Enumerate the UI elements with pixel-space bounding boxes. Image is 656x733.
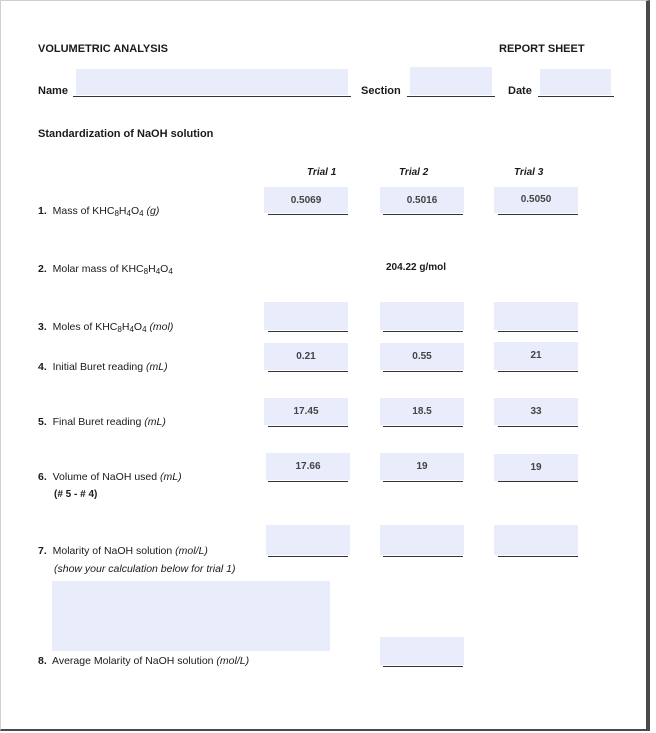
underline <box>268 214 348 215</box>
row-7-note: (show your calculation below for trial 1) <box>54 563 236 575</box>
r1-trial1-value: 0.5069 <box>290 195 322 206</box>
underline <box>498 371 578 372</box>
row-4-label: 4. Initial Buret reading (mL) <box>38 361 168 373</box>
name-underline <box>73 96 351 97</box>
underline <box>268 481 348 482</box>
row-1-label: 1. Mass of $KHC_8H_4O_4$ (g) <box>38 205 160 218</box>
r5-trial1-value: 17.45 <box>293 406 319 417</box>
r7-trial2-input[interactable] <box>380 525 464 555</box>
row-2-label: 2. Molar mass of $KHC_8H_4O_4$ <box>38 263 173 276</box>
report-sheet-label: REPORT SHEET <box>499 43 585 55</box>
r6-trial2-value: 19 <box>416 461 428 472</box>
row-3-label: 3. Moles of $KHC_8H_4O_4$ (mol) <box>38 321 174 334</box>
row-7-label: 7. Molarity of NaOH solution (mol/L) <box>38 545 208 557</box>
calculation-textarea[interactable] <box>52 581 330 651</box>
row-5-label: 5. Final Buret reading (mL) <box>38 416 166 428</box>
r7-trial3-input[interactable] <box>494 525 578 555</box>
r1-trial3-value: 0.5050 <box>520 194 552 205</box>
average-molarity-input[interactable] <box>380 637 464 665</box>
underline <box>383 481 463 482</box>
r1-trial2-value: 0.5016 <box>406 195 438 206</box>
r5-trial2-value: 18.5 <box>412 406 432 417</box>
r6-trial1-value: 17.66 <box>295 461 321 472</box>
molar-mass-value: 204.22 g/mol <box>385 262 447 273</box>
r6-trial3-value: 19 <box>530 462 542 473</box>
underline <box>268 371 348 372</box>
r5-trial3-value: 33 <box>530 406 542 417</box>
trial-2-header: Trial 2 <box>399 167 429 178</box>
row-8-label: 8. Average Molarity of NaOH solution (mol/L) <box>38 655 250 667</box>
trial-3-header: Trial 3 <box>514 167 544 178</box>
underline <box>498 426 578 427</box>
section-input[interactable] <box>410 67 492 95</box>
underline <box>498 556 578 557</box>
row-6-label: 6. Volume of NaOH used (mL) <box>38 471 182 483</box>
row-6-note: (# 5 - # 4) <box>54 489 98 500</box>
underline <box>383 426 463 427</box>
underline <box>498 214 578 215</box>
name-input[interactable] <box>76 69 348 95</box>
r3-trial3-input[interactable] <box>494 302 578 330</box>
section-label: Section <box>361 85 401 97</box>
underline <box>383 331 463 332</box>
underline <box>383 556 463 557</box>
underline <box>383 214 463 215</box>
trial-1-header: Trial 1 <box>307 167 337 178</box>
r3-trial1-input[interactable] <box>264 302 348 330</box>
name-label: Name <box>38 85 68 97</box>
underline <box>383 666 463 667</box>
underline <box>268 426 348 427</box>
r4-trial3-value: 21 <box>530 350 542 361</box>
underline <box>268 331 348 332</box>
r4-trial1-value: 0.21 <box>296 351 316 362</box>
r3-trial2-input[interactable] <box>380 302 464 330</box>
section-underline <box>407 96 495 97</box>
underline <box>383 371 463 372</box>
r4-trial2-value: 0.55 <box>412 351 432 362</box>
underline <box>498 481 578 482</box>
document-title: VOLUMETRIC ANALYSIS <box>38 43 168 55</box>
date-underline <box>538 96 614 97</box>
section-title: Standardization of NaOH solution <box>38 128 214 140</box>
r7-trial1-input[interactable] <box>266 525 350 555</box>
underline <box>498 331 578 332</box>
underline <box>268 556 348 557</box>
date-label: Date <box>508 85 532 97</box>
date-input[interactable] <box>540 69 611 95</box>
